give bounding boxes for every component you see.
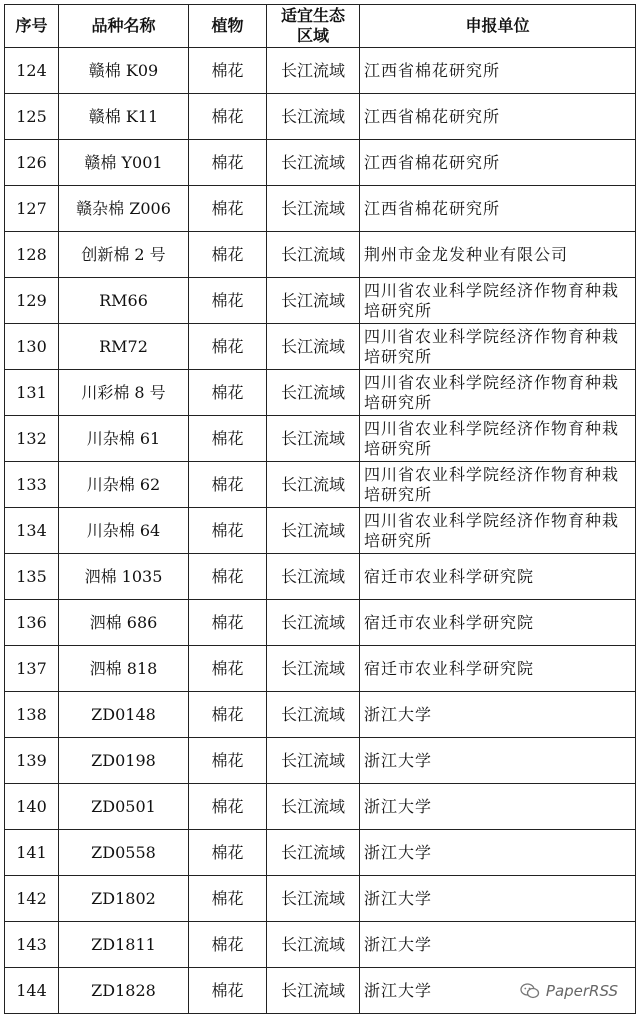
cell-applicant: 江西省棉花研究所 — [360, 48, 636, 94]
cell-variety: ZD1828 — [59, 968, 189, 1014]
cell-region: 长江流域 — [267, 278, 360, 324]
cell-variety: ZD0198 — [59, 738, 189, 784]
cell-applicant: 荆州市金龙发种业有限公司 — [360, 232, 636, 278]
table-row — [5, 370, 636, 416]
cell-region: 长江流域 — [267, 140, 360, 186]
cell-plant: 棉花 — [189, 232, 267, 278]
table-row — [5, 94, 636, 140]
cell-applicant: 浙江大学 — [360, 830, 636, 876]
cell-no: 129 — [5, 278, 59, 324]
cell-region: 长江流域 — [267, 692, 360, 738]
cell-variety: 赣杂棉 Z006 — [59, 186, 189, 232]
cell-region: 长江流域 — [267, 922, 360, 968]
cell-plant: 棉花 — [189, 370, 267, 416]
cell-variety: ZD1811 — [59, 922, 189, 968]
table-row — [5, 232, 636, 278]
cell-variety: ZD1802 — [59, 876, 189, 922]
cell-no: 132 — [5, 416, 59, 462]
cell-plant: 棉花 — [189, 94, 267, 140]
table-header-row — [5, 5, 636, 48]
watermark — [516, 980, 622, 1002]
cell-no: 136 — [5, 600, 59, 646]
table-row — [5, 922, 636, 968]
cell-no: 133 — [5, 462, 59, 508]
cell-plant: 棉花 — [189, 186, 267, 232]
cell-variety: 赣棉 Y001 — [59, 140, 189, 186]
cell-variety: ZD0501 — [59, 784, 189, 830]
cell-plant: 棉花 — [189, 48, 267, 94]
cell-variety: 川杂棉 64 — [59, 508, 189, 554]
cell-no: 139 — [5, 738, 59, 784]
cell-variety: RM72 — [59, 324, 189, 370]
cell-plant: 棉花 — [189, 140, 267, 186]
cell-variety: ZD0558 — [59, 830, 189, 876]
cell-variety: 赣棉 K11 — [59, 94, 189, 140]
cell-region: 长江流域 — [267, 830, 360, 876]
cell-no: 143 — [5, 922, 59, 968]
table-row — [5, 140, 636, 186]
cell-region: 长江流域 — [267, 324, 360, 370]
cell-applicant: 浙江大学 — [360, 784, 636, 830]
cell-plant: 棉花 — [189, 278, 267, 324]
table-row — [5, 784, 636, 830]
cell-plant: 棉花 — [189, 462, 267, 508]
cell-variety: 川杂棉 61 — [59, 416, 189, 462]
cell-no: 126 — [5, 140, 59, 186]
table-row — [5, 186, 636, 232]
cell-applicant: 四川省农业科学院经济作物育种栽培研究所 — [360, 324, 636, 370]
watermark-text: PaperRSS — [545, 982, 618, 1000]
header-applicant: 申报单位 — [360, 5, 636, 48]
cell-region: 长江流域 — [267, 94, 360, 140]
wechat-icon — [520, 983, 540, 999]
cell-region: 长江流域 — [267, 784, 360, 830]
cell-no: 138 — [5, 692, 59, 738]
cell-region: 长江流域 — [267, 462, 360, 508]
cell-applicant: 浙江大学 — [360, 738, 636, 784]
variety-registration-table — [4, 4, 636, 1014]
cell-region: 长江流域 — [267, 48, 360, 94]
header-region: 适宜生态区域 — [267, 5, 360, 48]
cell-applicant: 四川省农业科学院经济作物育种栽培研究所 — [360, 278, 636, 324]
cell-no: 141 — [5, 830, 59, 876]
cell-variety: RM66 — [59, 278, 189, 324]
cell-applicant: 江西省棉花研究所 — [360, 186, 636, 232]
table-row — [5, 462, 636, 508]
cell-variety: ZD0148 — [59, 692, 189, 738]
cell-region: 长江流域 — [267, 876, 360, 922]
table-row — [5, 600, 636, 646]
cell-applicant: 四川省农业科学院经济作物育种栽培研究所 — [360, 370, 636, 416]
cell-applicant: 四川省农业科学院经济作物育种栽培研究所 — [360, 508, 636, 554]
header-variety: 品种名称 — [59, 5, 189, 48]
cell-applicant: 浙江大学 — [360, 876, 636, 922]
table-row — [5, 646, 636, 692]
table-row — [5, 508, 636, 554]
table-row — [5, 554, 636, 600]
cell-no: 134 — [5, 508, 59, 554]
cell-no: 135 — [5, 554, 59, 600]
cell-variety: 川彩棉 8 号 — [59, 370, 189, 416]
cell-no: 142 — [5, 876, 59, 922]
cell-region: 长江流域 — [267, 508, 360, 554]
cell-applicant: 四川省农业科学院经济作物育种栽培研究所 — [360, 416, 636, 462]
cell-plant: 棉花 — [189, 600, 267, 646]
cell-plant: 棉花 — [189, 876, 267, 922]
cell-plant: 棉花 — [189, 830, 267, 876]
cell-region: 长江流域 — [267, 232, 360, 278]
cell-plant: 棉花 — [189, 922, 267, 968]
cell-region: 长江流域 — [267, 370, 360, 416]
table-row — [5, 278, 636, 324]
cell-applicant: 浙江大学 — [360, 968, 636, 1014]
table-row — [5, 416, 636, 462]
cell-plant: 棉花 — [189, 324, 267, 370]
table-row — [5, 738, 636, 784]
cell-no: 124 — [5, 48, 59, 94]
cell-plant: 棉花 — [189, 646, 267, 692]
cell-region: 长江流域 — [267, 416, 360, 462]
cell-variety: 创新棉 2 号 — [59, 232, 189, 278]
cell-applicant: 宿迁市农业科学研究院 — [360, 600, 636, 646]
table-row — [5, 830, 636, 876]
cell-plant: 棉花 — [189, 968, 267, 1014]
cell-region: 长江流域 — [267, 186, 360, 232]
header-no: 序号 — [5, 5, 59, 48]
cell-variety: 泗棉 1035 — [59, 554, 189, 600]
cell-applicant: 宿迁市农业科学研究院 — [360, 646, 636, 692]
table-row — [5, 692, 636, 738]
cell-variety: 泗棉 686 — [59, 600, 189, 646]
cell-no: 125 — [5, 94, 59, 140]
cell-no: 128 — [5, 232, 59, 278]
cell-plant: 棉花 — [189, 784, 267, 830]
cell-region: 长江流域 — [267, 968, 360, 1014]
cell-variety: 川杂棉 62 — [59, 462, 189, 508]
cell-plant: 棉花 — [189, 738, 267, 784]
table-row — [5, 48, 636, 94]
cell-no: 127 — [5, 186, 59, 232]
table-row — [5, 876, 636, 922]
cell-applicant: 宿迁市农业科学研究院 — [360, 554, 636, 600]
cell-plant: 棉花 — [189, 508, 267, 554]
cell-region: 长江流域 — [267, 600, 360, 646]
cell-no: 130 — [5, 324, 59, 370]
cell-plant: 棉花 — [189, 416, 267, 462]
cell-applicant: 浙江大学 — [360, 922, 636, 968]
cell-applicant: 江西省棉花研究所 — [360, 94, 636, 140]
cell-plant: 棉花 — [189, 554, 267, 600]
cell-region: 长江流域 — [267, 738, 360, 784]
cell-no: 140 — [5, 784, 59, 830]
cell-variety: 泗棉 818 — [59, 646, 189, 692]
cell-region: 长江流域 — [267, 646, 360, 692]
cell-no: 137 — [5, 646, 59, 692]
cell-plant: 棉花 — [189, 692, 267, 738]
table-row — [5, 324, 636, 370]
cell-no: 131 — [5, 370, 59, 416]
cell-applicant: 浙江大学 — [360, 692, 636, 738]
cell-variety: 赣棉 K09 — [59, 48, 189, 94]
header-plant: 植物 — [189, 5, 267, 48]
cell-no: 144 — [5, 968, 59, 1014]
cell-region: 长江流域 — [267, 554, 360, 600]
cell-applicant: 江西省棉花研究所 — [360, 140, 636, 186]
cell-applicant: 四川省农业科学院经济作物育种栽培研究所 — [360, 462, 636, 508]
